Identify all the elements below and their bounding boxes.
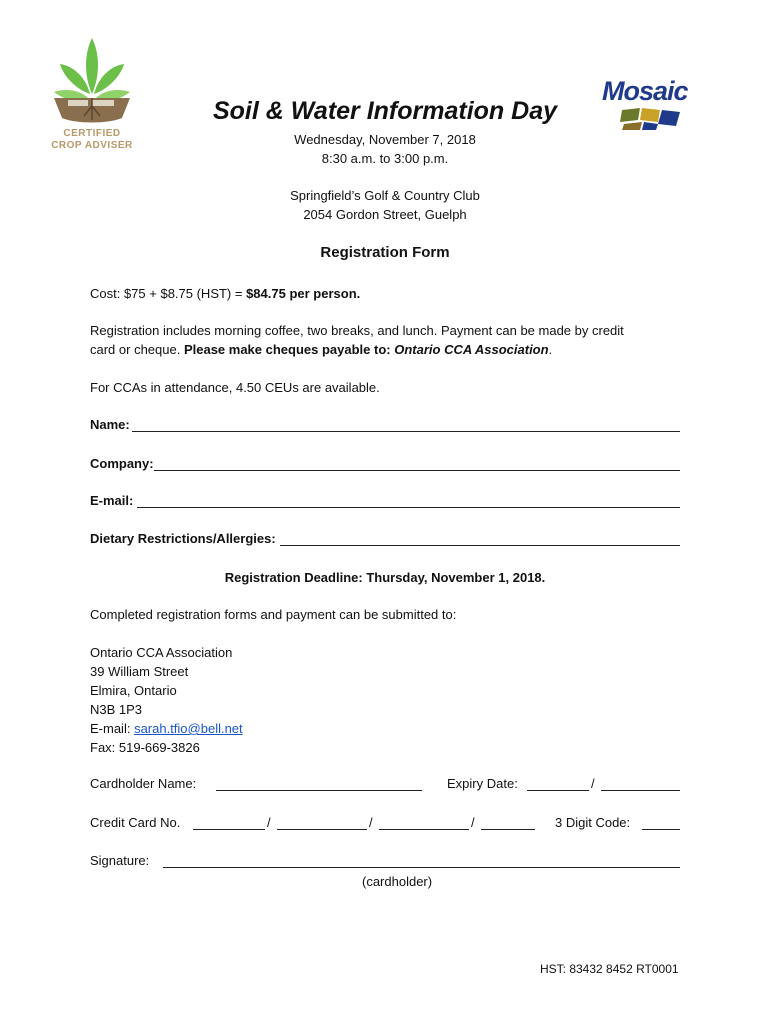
cheque-payable-label: Please make cheques payable to: xyxy=(183,342,395,357)
card-slash-3: / xyxy=(471,815,475,830)
signature-label: Signature: xyxy=(90,853,150,868)
cost-total: $84.75 per person. xyxy=(246,286,361,301)
digit-code-label: 3 Digit Code: xyxy=(555,815,631,830)
expiry-label: Expiry Date: xyxy=(447,776,518,791)
event-time: 8:30 a.m. to 3:00 p.m. xyxy=(321,151,449,166)
cost-line xyxy=(90,284,360,303)
cca-text-line1: CERTIFIED xyxy=(63,128,121,139)
name-field[interactable] xyxy=(132,431,680,432)
card-number-group2[interactable] xyxy=(277,829,367,830)
event-address: 2054 Gordon Street, Guelph xyxy=(303,207,467,222)
includes-end: . xyxy=(548,342,553,357)
email-label: E-mail: xyxy=(90,493,134,508)
company-label: Company: xyxy=(90,456,154,471)
contact-email-label: E-mail: xyxy=(90,721,135,736)
card-slash-1: / xyxy=(267,815,271,830)
dietary-label: Dietary Restrictions/Allergies: xyxy=(90,531,276,546)
contact-city: Elmira, Ontario xyxy=(90,683,177,698)
signature-caption: (cardholder) xyxy=(362,874,433,889)
registration-deadline: Registration Deadline: Thursday, November 1, 2018. xyxy=(224,570,546,585)
submit-note: Completed registration forms and payment can be submitted to: xyxy=(90,607,457,622)
cost-prefix: Cost: $75 + $8.75 (HST) = xyxy=(90,286,247,301)
cca-text-line2: CROP ADVISER xyxy=(51,140,133,151)
contact-street: 39 William Street xyxy=(90,664,189,679)
event-venue: Springfield’s Golf & Country Club xyxy=(290,188,480,203)
expiry-month-field[interactable] xyxy=(527,790,589,791)
cardholder-field[interactable] xyxy=(216,790,422,791)
event-title: Soil & Water Information Day xyxy=(212,97,558,125)
digit-code-field[interactable] xyxy=(642,829,680,830)
card-number-label: Credit Card No. xyxy=(90,815,181,830)
cardholder-label: Cardholder Name: xyxy=(90,776,197,791)
company-field[interactable] xyxy=(154,470,680,471)
form-title: Registration Form xyxy=(320,244,450,261)
mosaic-wordmark: Mosaic xyxy=(602,76,688,106)
card-number-group4[interactable] xyxy=(481,829,535,830)
name-label: Name: xyxy=(90,417,130,432)
signature-field[interactable] xyxy=(163,867,680,868)
contact-email-line xyxy=(90,719,243,738)
contact-postal: N3B 1P3 xyxy=(90,702,143,717)
dietary-field[interactable] xyxy=(280,545,680,546)
expiry-year-field[interactable] xyxy=(601,790,680,791)
card-number-group3[interactable] xyxy=(379,829,469,830)
includes-line2 xyxy=(90,340,552,359)
event-date: Wednesday, November 7, 2018 xyxy=(294,132,476,147)
ceu-note: For CCAs in attendance, 4.50 CEUs are available. xyxy=(90,380,380,395)
contact-fax: Fax: 519-669-3826 xyxy=(90,740,200,755)
card-slash-2: / xyxy=(369,815,373,830)
email-field[interactable] xyxy=(137,507,680,508)
contact-org: Ontario CCA Association xyxy=(90,645,233,660)
payee-name: Ontario CCA Association xyxy=(394,342,549,357)
card-number-group1[interactable] xyxy=(193,829,265,830)
hst-number: HST: 83432 8452 RT0001 xyxy=(540,962,679,976)
contact-email-link[interactable]: sarah.tfio@bell.net xyxy=(134,721,243,736)
includes-plain: card or cheque. xyxy=(90,342,184,357)
includes-line1: Registration includes morning coffee, two breaks, and lunch. Payment can be made by credit xyxy=(90,323,624,338)
expiry-slash: / xyxy=(591,776,595,791)
